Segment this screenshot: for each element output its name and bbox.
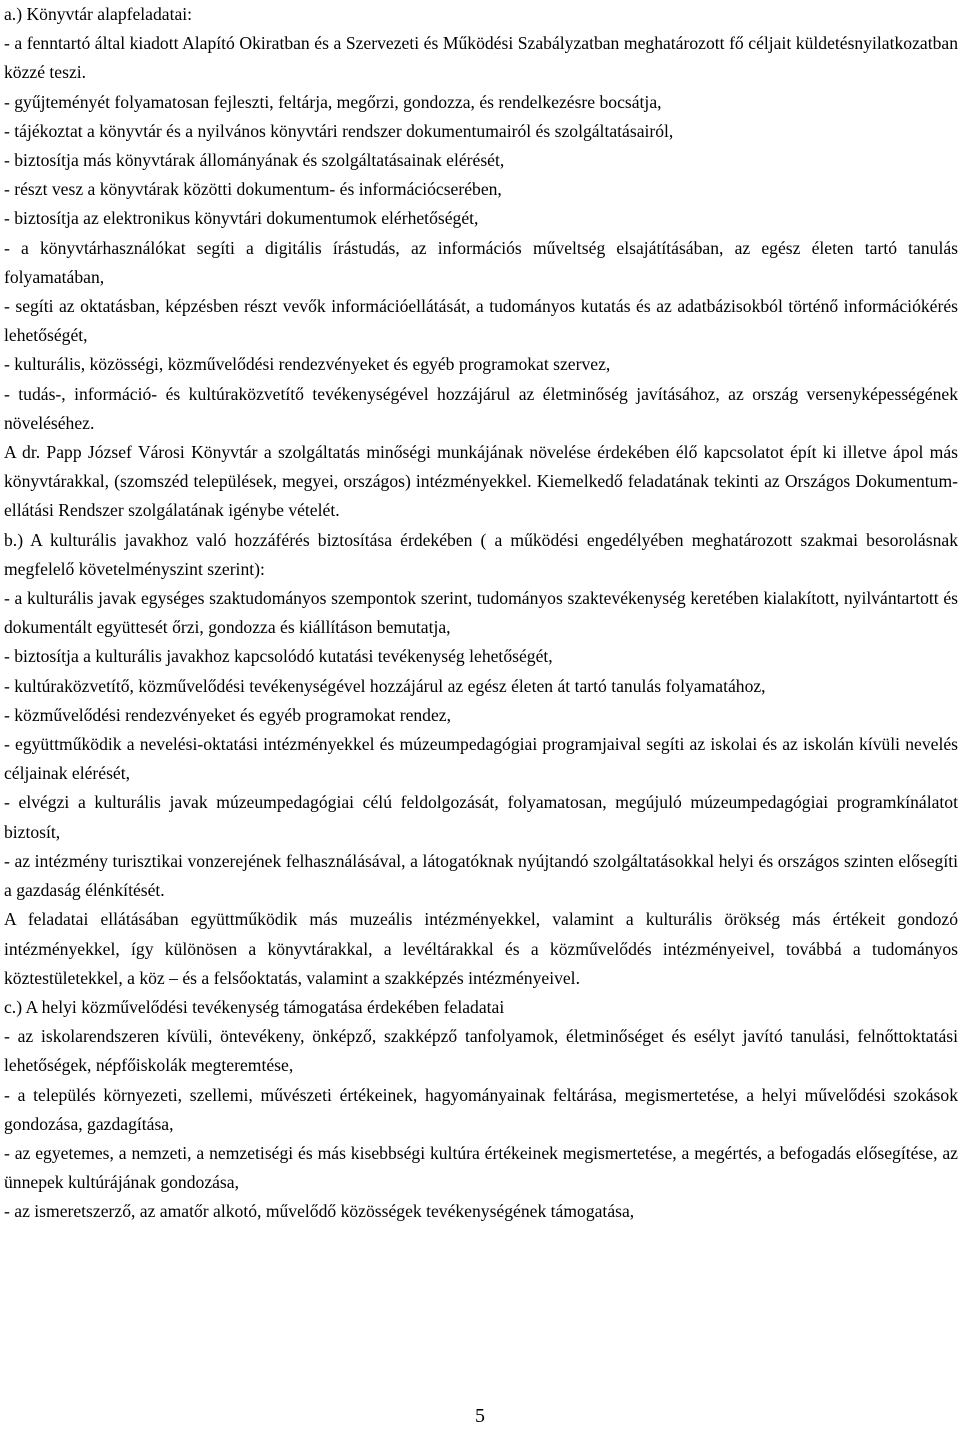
paragraph-item: - az iskolarendszeren kívüli, öntevékeny, önképző, szakképző tanfolyamok, életminőséget és esélyt javító tanulási, felnőttoktatási lehetőségek, népfőiskolák megteremtése, [4,1026,958,1076]
paragraph-item: - közművelődési rendezvényeket és egyéb programokat rendez, [4,704,451,725]
paragraph-item: - elvégzi a kulturális javak múzeumpedagógiai célú feldolgozását, folyamatosan, megújuló múzeumpedagógiai programkínálatot biztosít, [4,792,958,842]
section-c-heading: c.) A helyi közművelődési tevékenység támogatása érdekében feladatai [4,996,505,1017]
paragraph-item: - tájékoztat a könyvtár és a nyilvános könyvtári rendszer dokumentumairól és szolgáltatásairól, [4,120,674,141]
paragraph-item: - részt vesz a könyvtárak közötti dokumentum- és információcserében, [4,179,502,200]
paragraph-item: - kultúraközvetítő, közművelődési tevékenységével hozzájárul az egész életen át tartó tanulás folyamatához, [4,675,766,696]
paragraph-item: - biztosítja a kulturális javakhoz kapcsolódó kutatási tevékenység lehetőségét, [4,646,553,667]
paragraph-item: - a könyvtárhasználókat segíti a digitális írástudás, az információs műveltség elsajátításában, az egész életen tartó tanulás folyamatában, [4,237,958,287]
paragraph-text: A feladatai ellátásában együttműködik más muzeális intézményekkel, valamint a kulturális örökség más értékeit gondozó intézményekkel, így különösen a könyvtárakkal, a levéltárakkal és a közművelődés intézményeivel, továbbá a tudományos köztestületekkel, a köz – és a felsőoktatás, valamint a szakképzés intézményeivel. [4,909,958,988]
page-number: 5 [475,1405,485,1427]
paragraph-item: - tudás-, információ- és kultúraközvetítő tevékenységével hozzájárul az életminőség javításához, az ország versenyképességének növeléséhez. [4,383,958,433]
document-body [4,0,958,1227]
paragraph-item: - a kulturális javak egységes szaktudományos szempontok szerint, tudományos szaktevékenység keretében kialakított, nyilvántartott és dokumentált együttesét őrzi, gondozza és kiállításon bemutatja, [4,588,958,638]
paragraph-item: - a település környezeti, szellemi, művészeti értékeinek, hagyományainak feltárása, megismertetése, a helyi művelődési szokások gondozása, gazdagítása, [4,1084,958,1134]
paragraph-item: - együttműködik a nevelési-oktatási intézményekkel és múzeumpedagógiai programjaival segíti az iskolai és az iskolán kívüli nevelés céljainak elérését, [4,734,958,784]
paragraph-item: - biztosítja az elektronikus könyvtári dokumentumok elérhetőségét, [4,208,479,229]
paragraph-item: - biztosítja más könyvtárak állományának és szolgáltatásainak elérését, [4,150,505,171]
section-b-heading: b.) A kulturális javakhoz való hozzáférés biztosítása érdekében ( a működési engedélyében meghatározott szakmai besorolásnak megfelelő követelményszint szerint): [4,529,958,579]
paragraph-item: - az intézmény turisztikai vonzerejének felhasználásával, a látogatóknak nyújtandó szolgáltatásokkal helyi és országos szinten elősegíti a gazdaság élénkítését. [4,850,958,901]
paragraph-item: - gyűjteményét folyamatosan fejleszti, feltárja, megőrzi, gondozza, és rendelkezésre bocsátja, [4,91,662,112]
paragraph-item: - a fenntartó által kiadott Alapító Okiratban és a Szervezeti és Működési Szabályzatban meghatározott fő céljait küldetésnyilatkozatban közzé teszi. [4,33,958,83]
paragraph-item: - segíti az oktatásban, képzésben részt vevők információellátását, a tudományos kutatás és az adatbázisokból történő információkérés lehetőségét, [4,296,958,346]
paragraph-text: A dr. Papp József Városi Könyvtár a szolgáltatás minőségi munkájának növelése érdekében élő kapcsolatot épít ki illetve ápol más könyvtárakkal, (szomszéd települések, megyei, országos) intézményekkel. Kiemelkedő feladatának tekinti az Országos Dokumentum-ellátási Rendszer szolgálatának igénybe vételét. [4,442,958,521]
paragraph-item: - az egyetemes, a nemzeti, a nemzetiségi és más kisebbségi kultúra értékeinek megismertetése, a megértés, a befogadás elősegítése, az ünnepek kultúrájának gondozása, [4,1142,958,1193]
section-a-heading: a.) Könyvtár alapfeladatai: [4,4,193,24]
paragraph-item: - az ismeretszerző, az amatőr alkotó, művelődő közösségek tevékenységének támogatása, [4,1201,635,1222]
paragraph-item: - kulturális, közösségi, közművelődési rendezvényeket és egyéb programokat szervez, [4,354,611,375]
